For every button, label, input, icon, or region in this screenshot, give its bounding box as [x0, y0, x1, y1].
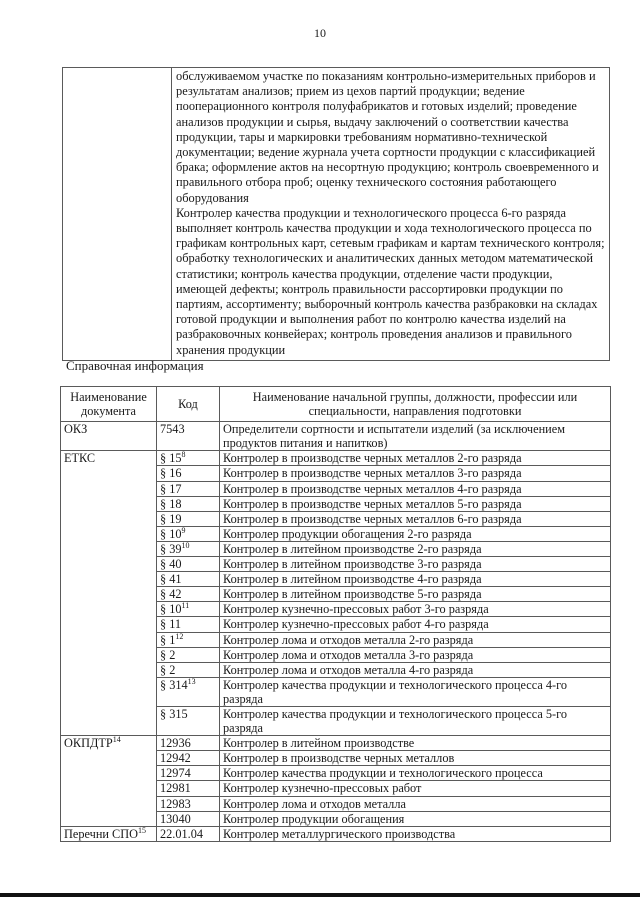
name-cell: Контролер качества продукции и технологического процесса 5-го разряда [220, 706, 611, 735]
code-value: § 39 [160, 541, 182, 556]
header-code: Код [157, 387, 220, 422]
code-cell [157, 617, 220, 632]
doc-cell [61, 736, 157, 827]
code-cell [157, 466, 220, 481]
code-value: § 315 [160, 706, 188, 721]
name-cell: Контролер металлургического производства [220, 826, 611, 841]
code-cell [157, 736, 220, 751]
name-cell: Контролер кузнечно-прессовых работ 4-го разряда [220, 617, 611, 632]
description-paragraph: обслуживаемом участке по показаниям контрольно-измерительных приборов и результатам анализов; прием из цехов партий продукции; ведение пооперационного контроля полуфабрикатов и готовых изделий; проведение анализов продукции и сырья, выдачу заключений о соответствии качества продукции, тары и маркировки требованиям нормативно-технической документации; ведение журнала учета сортности продукции с классификацией брака; оформление актов на несортную продукцию; контроль своевременного и правильного отбора проб; оценку технического состояния работающего оборудования [176, 69, 599, 205]
name-cell: Контролер в литейном производстве 4-го разряда [220, 572, 611, 587]
code-value: § 41 [160, 572, 182, 587]
header-row [61, 387, 611, 422]
code-value: § 18 [160, 496, 182, 511]
doc-cell [61, 826, 157, 841]
name-cell: Контролер лома и отходов металла 3-го разряда [220, 647, 611, 662]
name-cell: Контролер кузнечно-прессовых работ 3-го разряда [220, 602, 611, 617]
code-value: § 15 [160, 451, 182, 466]
code-value: 12974 [160, 766, 191, 781]
footnote-marker: 15 [138, 825, 147, 835]
doc-name: ОКЗ [64, 422, 88, 437]
name-cell: Контролер в производстве черных металлов 6-го разряда [220, 511, 611, 526]
doc-name: ОКПДТР [64, 736, 113, 751]
doc-cell [61, 422, 157, 451]
table-row [61, 422, 611, 451]
description-paragraph: Контролер качества продукции и технологического процесса 6-го разряда выполняет контроль качества продукции и хода технологического процесса по графикам контрольных карт, сетевым графикам и картам технического контроля; обработку технологических и аналитических данных методом математической статистики; контроль качества продукции, отделение части продукции, имеющей дефекты; контроль правильности рассортировки продукции по партиям, ассортименту; выборочный контроль качества разбраковки на складах готовой продукции и выполнения работ по контролю качества изделий на разбраковочных конвейерах; контроль проведения анализов и правильного хранения продукции [176, 205, 605, 357]
table-row [61, 451, 611, 466]
code-cell [157, 632, 220, 647]
footnote-marker: 13 [187, 676, 196, 686]
footnote-marker: 9 [181, 525, 186, 535]
code-value: § 2 [160, 647, 176, 662]
code-value: § 17 [160, 481, 182, 496]
name-cell: Контролер в литейном производстве 2-го разряда [220, 541, 611, 556]
code-value: § 42 [160, 587, 182, 602]
name-cell: Контролер продукции обогащения 2-го разряда [220, 526, 611, 541]
section-title: Справочная информация [66, 358, 204, 373]
code-cell [157, 766, 220, 781]
table-row [61, 736, 611, 751]
table-row [63, 68, 610, 361]
code-cell [157, 826, 220, 841]
code-cell [157, 526, 220, 541]
code-value: § 19 [160, 511, 182, 526]
reference-table [60, 386, 611, 842]
code-cell [157, 496, 220, 511]
code-value: 22.01.04 [160, 826, 204, 841]
page-number: 10 [314, 26, 326, 40]
footnote-marker: 12 [175, 631, 184, 641]
code-cell [157, 451, 220, 466]
code-cell [157, 706, 220, 735]
code-cell [157, 422, 220, 451]
name-cell: Контролер в производстве черных металлов 3-го разряда [220, 466, 611, 481]
code-cell [157, 647, 220, 662]
name-cell: Контролер в производстве черных металлов 5-го разряда [220, 496, 611, 511]
code-value: § 10 [160, 526, 182, 541]
scan-edge [0, 893, 640, 897]
footnote-marker: 14 [112, 735, 121, 745]
code-value: 7543 [160, 422, 185, 437]
code-value: § 16 [160, 466, 182, 481]
code-cell [157, 481, 220, 496]
name-cell: Контролер продукции обогащения [220, 811, 611, 826]
name-cell: Контролер в производстве черных металлов [220, 751, 611, 766]
table-row [61, 826, 611, 841]
name-cell: Контролер лома и отходов металла 4-го разряда [220, 662, 611, 677]
doc-cell [61, 451, 157, 736]
code-value: § 2 [160, 662, 176, 677]
name-cell: Контролер лома и отходов металла 2-го разряда [220, 632, 611, 647]
code-cell [157, 677, 220, 706]
empty-label-cell [63, 68, 172, 361]
code-value: § 314 [160, 677, 188, 692]
code-value: § 11 [160, 617, 182, 632]
name-cell: Контролер в производстве черных металлов 2-го разряда [220, 451, 611, 466]
name-cell: Контролер кузнечно-прессовых работ [220, 781, 611, 796]
code-cell [157, 602, 220, 617]
code-cell [157, 511, 220, 526]
reference-table-body [61, 422, 611, 842]
doc-name: Перечни СПО [64, 826, 139, 841]
footnote-marker: 10 [181, 540, 190, 550]
code-cell [157, 751, 220, 766]
continued-description-table [62, 67, 610, 361]
name-cell: Контролер качества продукции и технологического процесса [220, 766, 611, 781]
code-cell [157, 662, 220, 677]
code-cell [157, 572, 220, 587]
code-cell [157, 796, 220, 811]
code-cell [157, 587, 220, 602]
code-value: 13040 [160, 811, 191, 826]
header-doc: Наименование документа [61, 387, 157, 422]
code-value: 12942 [160, 751, 191, 766]
code-value: § 10 [160, 602, 182, 617]
footnote-marker: 11 [181, 601, 190, 611]
name-cell: Контролер в литейном производстве 5-го разряда [220, 587, 611, 602]
code-value: 12981 [160, 781, 191, 796]
code-value: § 40 [160, 557, 182, 572]
code-cell [157, 781, 220, 796]
footnote-marker: 8 [181, 450, 186, 460]
name-cell: Определители сортности и испытатели изделий (за исключением продуктов питания и напитков) [220, 422, 611, 451]
code-value: 12936 [160, 736, 191, 751]
name-cell: Контролер качества продукции и технологического процесса 4-го разряда [220, 677, 611, 706]
code-cell [157, 811, 220, 826]
code-value: § 1 [160, 632, 176, 647]
code-cell [157, 557, 220, 572]
name-cell: Контролер в производстве черных металлов 4-го разряда [220, 481, 611, 496]
doc-name: ЕТКС [64, 451, 96, 466]
code-cell [157, 541, 220, 556]
name-cell: Контролер лома и отходов металла [220, 796, 611, 811]
description-cell [172, 68, 610, 361]
header-name: Наименование начальной группы, должности, профессии или специальности, направления подготовки [220, 387, 611, 422]
name-cell: Контролер в литейном производстве [220, 736, 611, 751]
name-cell: Контролер в литейном производстве 3-го разряда [220, 557, 611, 572]
code-value: 12983 [160, 796, 191, 811]
